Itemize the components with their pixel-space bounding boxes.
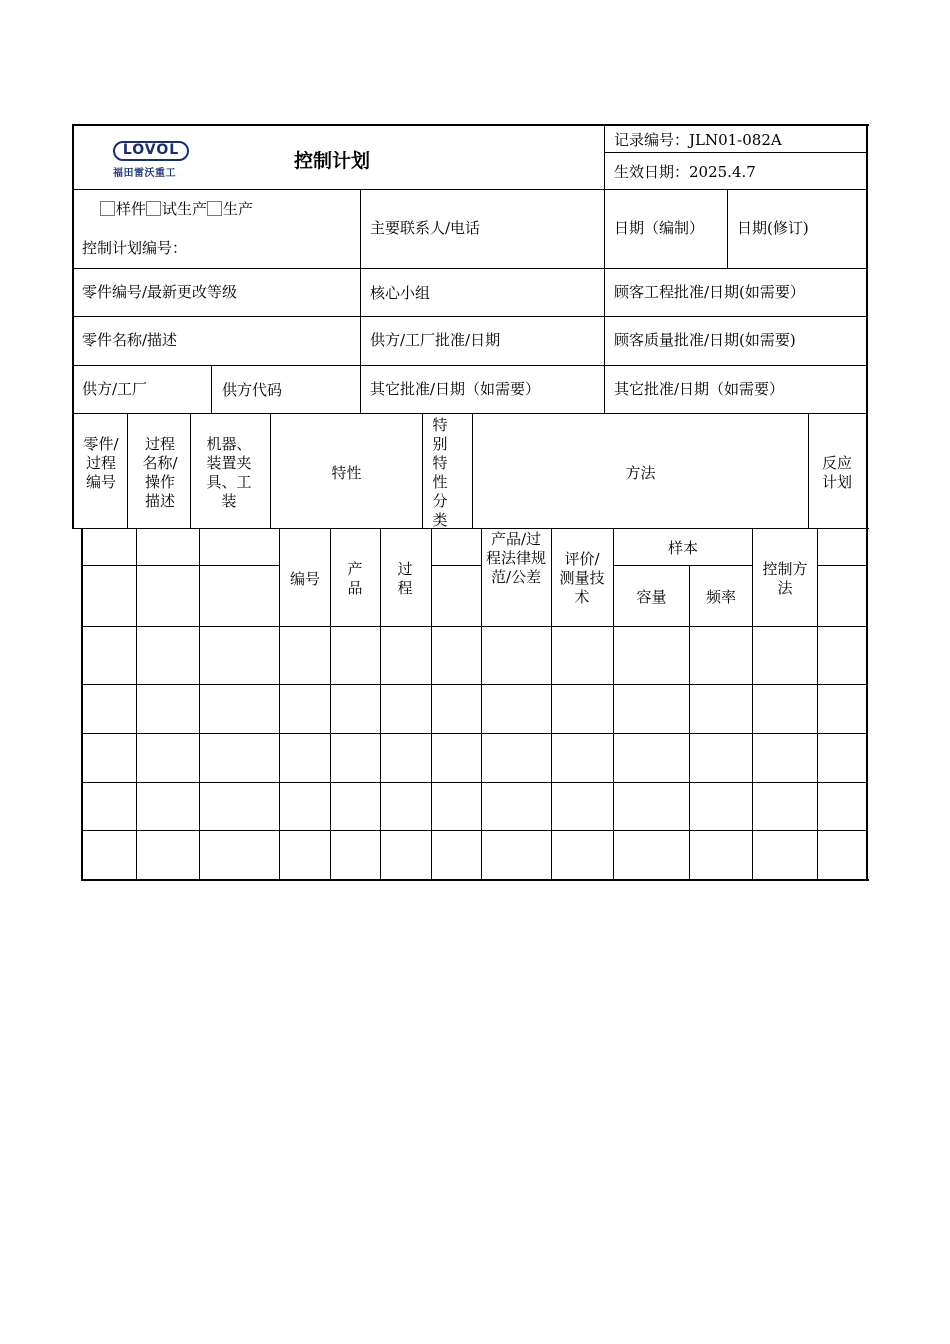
trial-production-checkbox[interactable] — [146, 201, 161, 216]
col-reaction-plan: 反应计划 — [821, 454, 852, 491]
phase-options — [100, 200, 253, 219]
col-part-process-number: 零件/过程编号 — [83, 435, 119, 491]
col-spec-tolerance: 产品/过程法律规范/公差 — [486, 530, 547, 586]
supplier-approval-label: 供方/工厂批准/日期 — [370, 331, 501, 349]
date-compiled-label: 日期（编制） — [614, 219, 705, 237]
col-sample-size: 容量 — [636, 588, 667, 606]
trial-production-option-label: 试生产 — [162, 200, 208, 218]
record-number: 记录编号：JLN01-082A — [614, 131, 782, 149]
col-methods: 方法 — [625, 464, 656, 482]
col-process-name: 过程名称/操作描述 — [142, 435, 178, 510]
page-title: 控制计划 — [294, 150, 371, 172]
col-number: 编号 — [289, 570, 320, 588]
sample-checkbox[interactable] — [100, 201, 115, 216]
col-characteristics: 特性 — [331, 464, 362, 482]
part-number-label: 零件编号/最新更改等级 — [82, 283, 238, 301]
col-special-characteristic-class: 特别特性分类 — [432, 416, 448, 529]
col-product: 产品 — [347, 560, 363, 597]
production-checkbox[interactable] — [207, 201, 222, 216]
effective-date: 生效日期：2025.4.7 — [614, 163, 756, 181]
production-option-label: 生产 — [223, 200, 254, 218]
supplier-plant-label: 供方/工厂 — [82, 380, 148, 398]
core-team-label: 核心小组 — [370, 284, 431, 302]
col-sample: 样本 — [667, 539, 698, 557]
col-evaluation-technique: 评价/测量技术 — [559, 550, 605, 606]
col-machine-fixture: 机器、装置夹具、工装 — [206, 435, 252, 510]
customer-engineering-approval-label: 顾客工程批准/日期(如需要） — [614, 283, 805, 301]
other-approval-2-label: 其它批准/日期（如需要） — [614, 380, 785, 398]
col-sample-frequency: 频率 — [705, 588, 736, 606]
company-logo: LOVOL 福田雷沃重工 — [113, 141, 195, 179]
supplier-code-label: 供方代码 — [222, 381, 283, 399]
date-revised-label: 日期(修订) — [737, 219, 809, 237]
contact-label: 主要联系人/电话 — [370, 219, 481, 237]
part-name-label: 零件名称/描述 — [82, 331, 178, 349]
customer-quality-approval-label: 顾客质量批准/日期(如需要) — [614, 331, 796, 349]
col-control-method: 控制方法 — [762, 560, 808, 597]
plan-number-label: 控制计划编号： — [82, 239, 188, 257]
sample-option-label: 样件 — [116, 200, 147, 218]
col-process: 过程 — [397, 560, 413, 597]
other-approval-1-label: 其它批准/日期（如需要） — [370, 380, 541, 398]
